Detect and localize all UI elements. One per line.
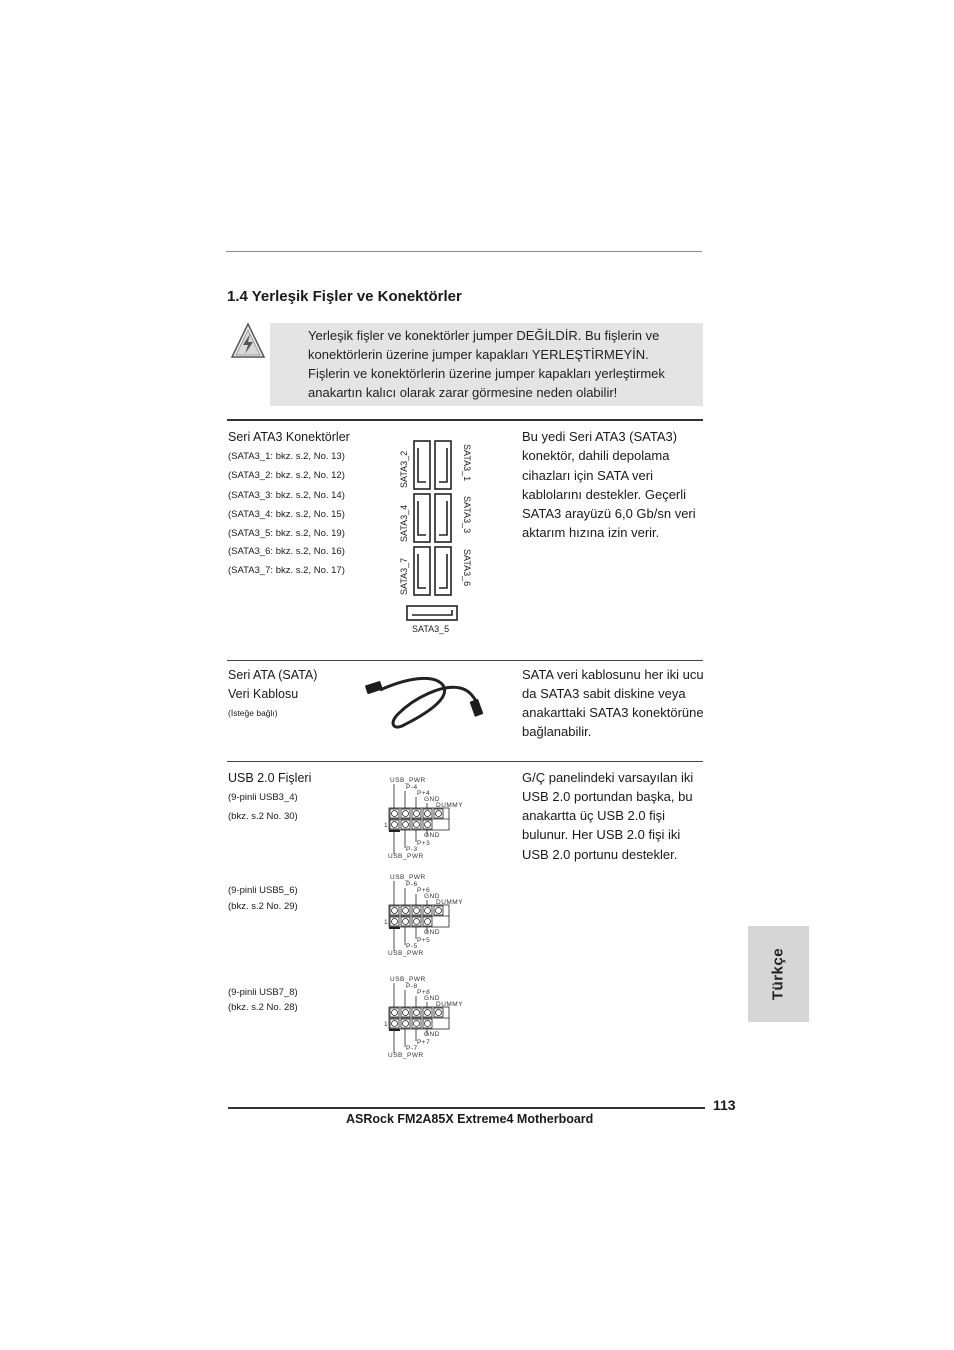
pin-label: P-5 — [406, 943, 418, 950]
pin-label: P-7 — [406, 1045, 418, 1052]
sata-cable-desc: bağlanabilir. — [522, 724, 592, 739]
sata3-item: (SATA3_6: bkz. s.2, No. 16) — [228, 546, 345, 557]
sata3-7-label: SATA3_7 — [399, 557, 409, 595]
gnd-label: GND — [424, 1031, 440, 1038]
usb-header-1-name: (9-pinli USB3_4) — [228, 792, 298, 803]
note-line: Yerleşik fişler ve konektörler jumper DEĞİLDİR. Bu fişlerin ve — [308, 328, 660, 343]
section-title: 1.4 Yerleşik Fişler ve Konektörler — [227, 288, 462, 305]
pin1-label: 1 — [384, 919, 389, 926]
sata3-desc: konektör, dahili depolama — [522, 448, 670, 463]
sata3-4-label: SATA3_4 — [399, 504, 409, 542]
dummy-label: DUMMY — [436, 899, 464, 906]
sata3-item: (SATA3_4: bkz. s.2, No. 15) — [228, 509, 345, 520]
usb-pwr-label: USB_PWR — [390, 976, 426, 983]
usb-header-2-diagram — [384, 871, 474, 959]
gnd-label: GND — [424, 893, 440, 900]
sata3-desc: Bu yedi Seri ATA3 (SATA3) — [522, 429, 678, 444]
usb-desc: bulunur. Her USB 2.0 fişi iki — [522, 827, 681, 842]
warning-lightning-icon — [230, 322, 266, 360]
pin-label: P+7 — [417, 1039, 431, 1046]
note-line: anakartın kalıcı olarak zarar görmesine neden olabilir! — [308, 385, 618, 400]
sata3-3-key — [439, 501, 447, 535]
sata3-2-label: SATA3_2 — [399, 450, 409, 488]
sata3-5-port — [407, 606, 457, 620]
sata3-desc: cihazları için SATA veri — [522, 468, 654, 483]
note-box — [270, 323, 703, 406]
usb-pwr-label: USB_PWR — [388, 1052, 424, 1059]
sata3-1-key — [439, 448, 447, 482]
pin1-label: 1 — [384, 1021, 389, 1028]
dummy-label: DUMMY — [436, 1001, 464, 1008]
pin-label: P+8 — [417, 989, 431, 996]
gnd-label: GND — [424, 832, 440, 839]
usb-pwr-label: USB_PWR — [388, 950, 424, 957]
gnd-label: GND — [424, 929, 440, 936]
sata-cable-desc: anakarttaki SATA3 konektörüne — [522, 705, 704, 720]
usb-header-3-ref: (bkz. s.2 No. 28) — [228, 1002, 298, 1013]
sata3-desc: kablolarını destekler. Geçerli — [522, 487, 687, 502]
dummy-label: DUMMY — [436, 802, 464, 809]
usb-pwr-label: USB_PWR — [390, 874, 426, 881]
sata3-7-key — [418, 554, 426, 588]
section-rule — [227, 419, 703, 421]
sata-cable-image — [362, 668, 492, 734]
gnd-label: GND — [424, 995, 440, 1002]
language-tab — [748, 926, 809, 1022]
sata3-item: (SATA3_5: bkz. s.2, No. 19) — [228, 528, 345, 539]
sata3-3-label: SATA3_3 — [462, 496, 472, 534]
pin-label: P-3 — [406, 846, 418, 853]
usb-desc: anakartta üç USB 2.0 fişi — [522, 808, 666, 823]
usb-header-3-name: (9-pinli USB7_8) — [228, 987, 298, 998]
sata3-6-label: SATA3_6 — [462, 549, 472, 587]
page-number: 113 — [713, 1097, 736, 1113]
pin-label: P-4 — [406, 784, 418, 791]
sata-cable-desc: SATA veri kablosunu her iki ucu — [522, 667, 704, 682]
gnd-label: GND — [424, 796, 440, 803]
sata-cable-optional: (İsteğe bağlı) — [228, 708, 278, 718]
usb-pwr-label: USB_PWR — [388, 853, 424, 860]
usb-header-2-name: (9-pinli USB5_6) — [228, 885, 298, 896]
sata3-2-key — [418, 448, 426, 482]
sata3-desc: SATA3 arayüzü 6,0 Gb/sn veri — [522, 506, 696, 521]
sata-cable-desc: da SATA3 sabit diskine veya — [522, 686, 686, 701]
sata3-connector-diagram — [396, 438, 476, 638]
divider — [227, 660, 703, 661]
sata3-item: (SATA3_2: bkz. s.2, No. 12) — [228, 470, 345, 481]
footer-rule — [228, 1107, 705, 1109]
sata3-desc: aktarım hızına izin verir. — [522, 525, 660, 540]
sata3-6-key — [439, 554, 447, 588]
sata3-4-key — [418, 501, 426, 535]
sata3-item: (SATA3_3: bkz. s.2, No. 14) — [228, 490, 345, 501]
sata-cable-title: Seri ATA (SATA) — [228, 668, 318, 682]
sata3-title: Seri ATA3 Konektörler — [228, 430, 350, 444]
usb-header-1-diagram — [384, 774, 474, 862]
pin-label: P+4 — [417, 790, 431, 797]
note-line: konektörlerin üzerine jumper kapakları YERLEŞTİRMEYİN. — [308, 347, 649, 362]
language-tab-label: Türkçe — [769, 947, 787, 1001]
footer-product: ASRock FM2A85X Extreme4 Motherboard — [346, 1112, 594, 1126]
pin-label: P-8 — [406, 983, 418, 990]
usb-title: USB 2.0 Fişleri — [228, 771, 312, 785]
pin1-label: 1 — [384, 822, 389, 829]
usb-desc: G/Ç panelindeki varsayılan iki — [522, 770, 694, 785]
sata3-5-key — [412, 610, 452, 615]
sata3-5-label: SATA3_5 — [412, 624, 450, 634]
sata3-1-label: SATA3_1 — [462, 444, 472, 482]
pin-label: P+5 — [417, 937, 431, 944]
sata-cable-title: Veri Kablosu — [228, 687, 299, 701]
note-line: Fişlerin ve konektörlerin üzerine jumper kapakları yerleştirmek — [308, 366, 665, 381]
usb-header-1-ref: (bkz. s.2 No. 30) — [228, 811, 298, 822]
usb-pwr-label: USB_PWR — [390, 777, 426, 784]
usb-desc: USB 2.0 portunu destekler. — [522, 847, 678, 862]
pin-label: P+3 — [417, 840, 431, 847]
top-rule — [226, 251, 702, 252]
sata3-item: (SATA3_7: bkz. s.2, No. 17) — [228, 565, 345, 576]
divider — [227, 761, 703, 762]
usb-header-3-diagram — [384, 973, 474, 1061]
usb-header-2-ref: (bkz. s.2 No. 29) — [228, 901, 298, 912]
usb-desc: USB 2.0 portundan başka, bu — [522, 789, 693, 804]
pin-label: P+6 — [417, 887, 431, 894]
sata3-item: (SATA3_1: bkz. s.2, No. 13) — [228, 451, 345, 462]
pin-label: P-6 — [406, 881, 418, 888]
